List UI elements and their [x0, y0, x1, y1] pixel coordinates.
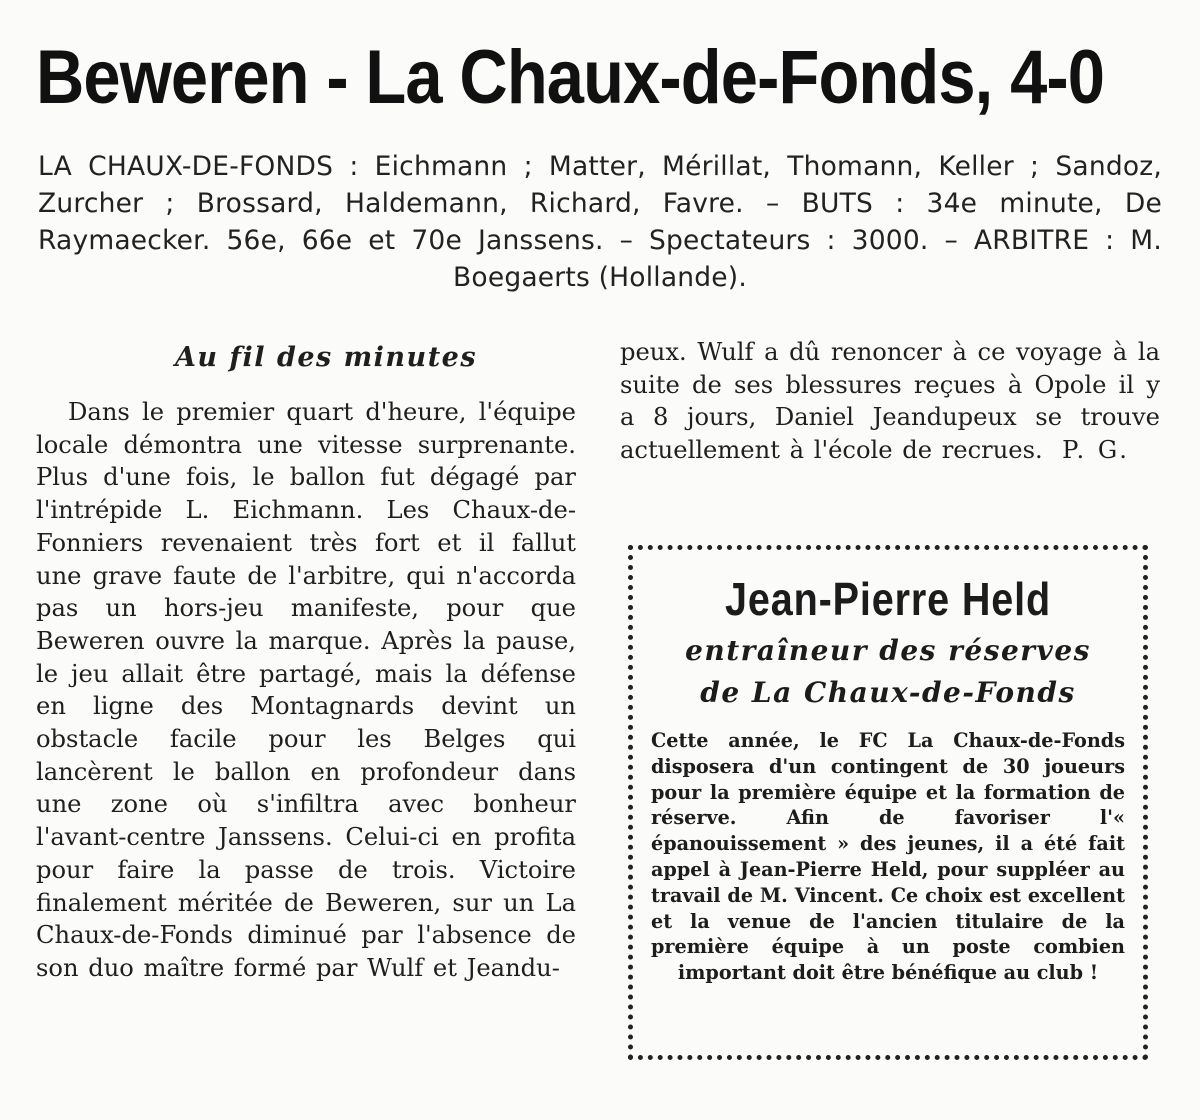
report-signature: P. G. [1062, 436, 1130, 465]
report-left-column [36, 336, 576, 985]
box-subtitle-line1: entraîneur des réserves [685, 634, 1091, 667]
box-subtitle-line2: de La Chaux-de-Fonds [700, 676, 1076, 709]
box-title: Jean-Pierre Held [725, 573, 1051, 625]
report-subhead: Au fil des minutes [174, 342, 478, 373]
headline: Beweren - La Chaux-de-Fonds, 4-0 [36, 35, 1105, 120]
announcement-box [628, 545, 1148, 1060]
report-body: Dans le premier quart d'heure, l'équipe locale démontra une vitesse surprenante. Plus d'une fois, le ballon fut dégagé par l'intrépide L. Eichmann. Les Chaux-de-Fonniers revenaient très fort et il fallut une grave faute de l'arbitre, qui n'accorda pas un hors-jeu manifeste, pour que Beweren ouvre la marque. Après la pause, le jeu allait être partagé, mais la défense en ligne des Montagnards devint un obstacle facile pour les Belges qui lancèrent le ballon en profondeur dans une zone où s'infiltra avec bonheur l'avant-centre Janssens. Celui-ci en profita pour faire la passe de trois. Victoire finalement méritée de Beweren, sur un La Chaux-de-Fonds diminué par l'absence de son duo maître formé par Wulf et Jeandu- [36, 398, 576, 982]
report-right-column [620, 336, 1160, 467]
team-lineup-summary: LA CHAUX-DE-FONDS : Eichmann ; Matter, Mérillat, Thomann, Keller ; Sandoz, Zurcher ; Brossard, Haldemann, Richard, Favre. – BUTS : 34e minute, De Raymaecker. 56e, 66e et 70e Janssens. – Spectateurs : 3000. – ARBITRE : M. Boegaerts (Hollande). [38, 151, 1162, 293]
report-continuation: peux. Wulf a dû renoncer à ce voyage à la suite de ses blessures reçues à Opole il y a 8 jours, Daniel Jeandupeux se trouve actuellement à l'école de recrues. [620, 338, 1160, 465]
box-body: Cette année, le FC La Chaux-de-Fonds disposera d'un contingent de 30 joueurs pour la première équipe et la formation de réserve. Afin de favoriser l'« épanouissement » des jeunes, il a été fait appel à Jean-Pierre Held, pour suppléer au travail de M. Vincent. Ce choix est excellent et la venue de l'ancien titulaire de la première équipe à un poste combien important doit être bénéfique au club ! [651, 729, 1125, 985]
